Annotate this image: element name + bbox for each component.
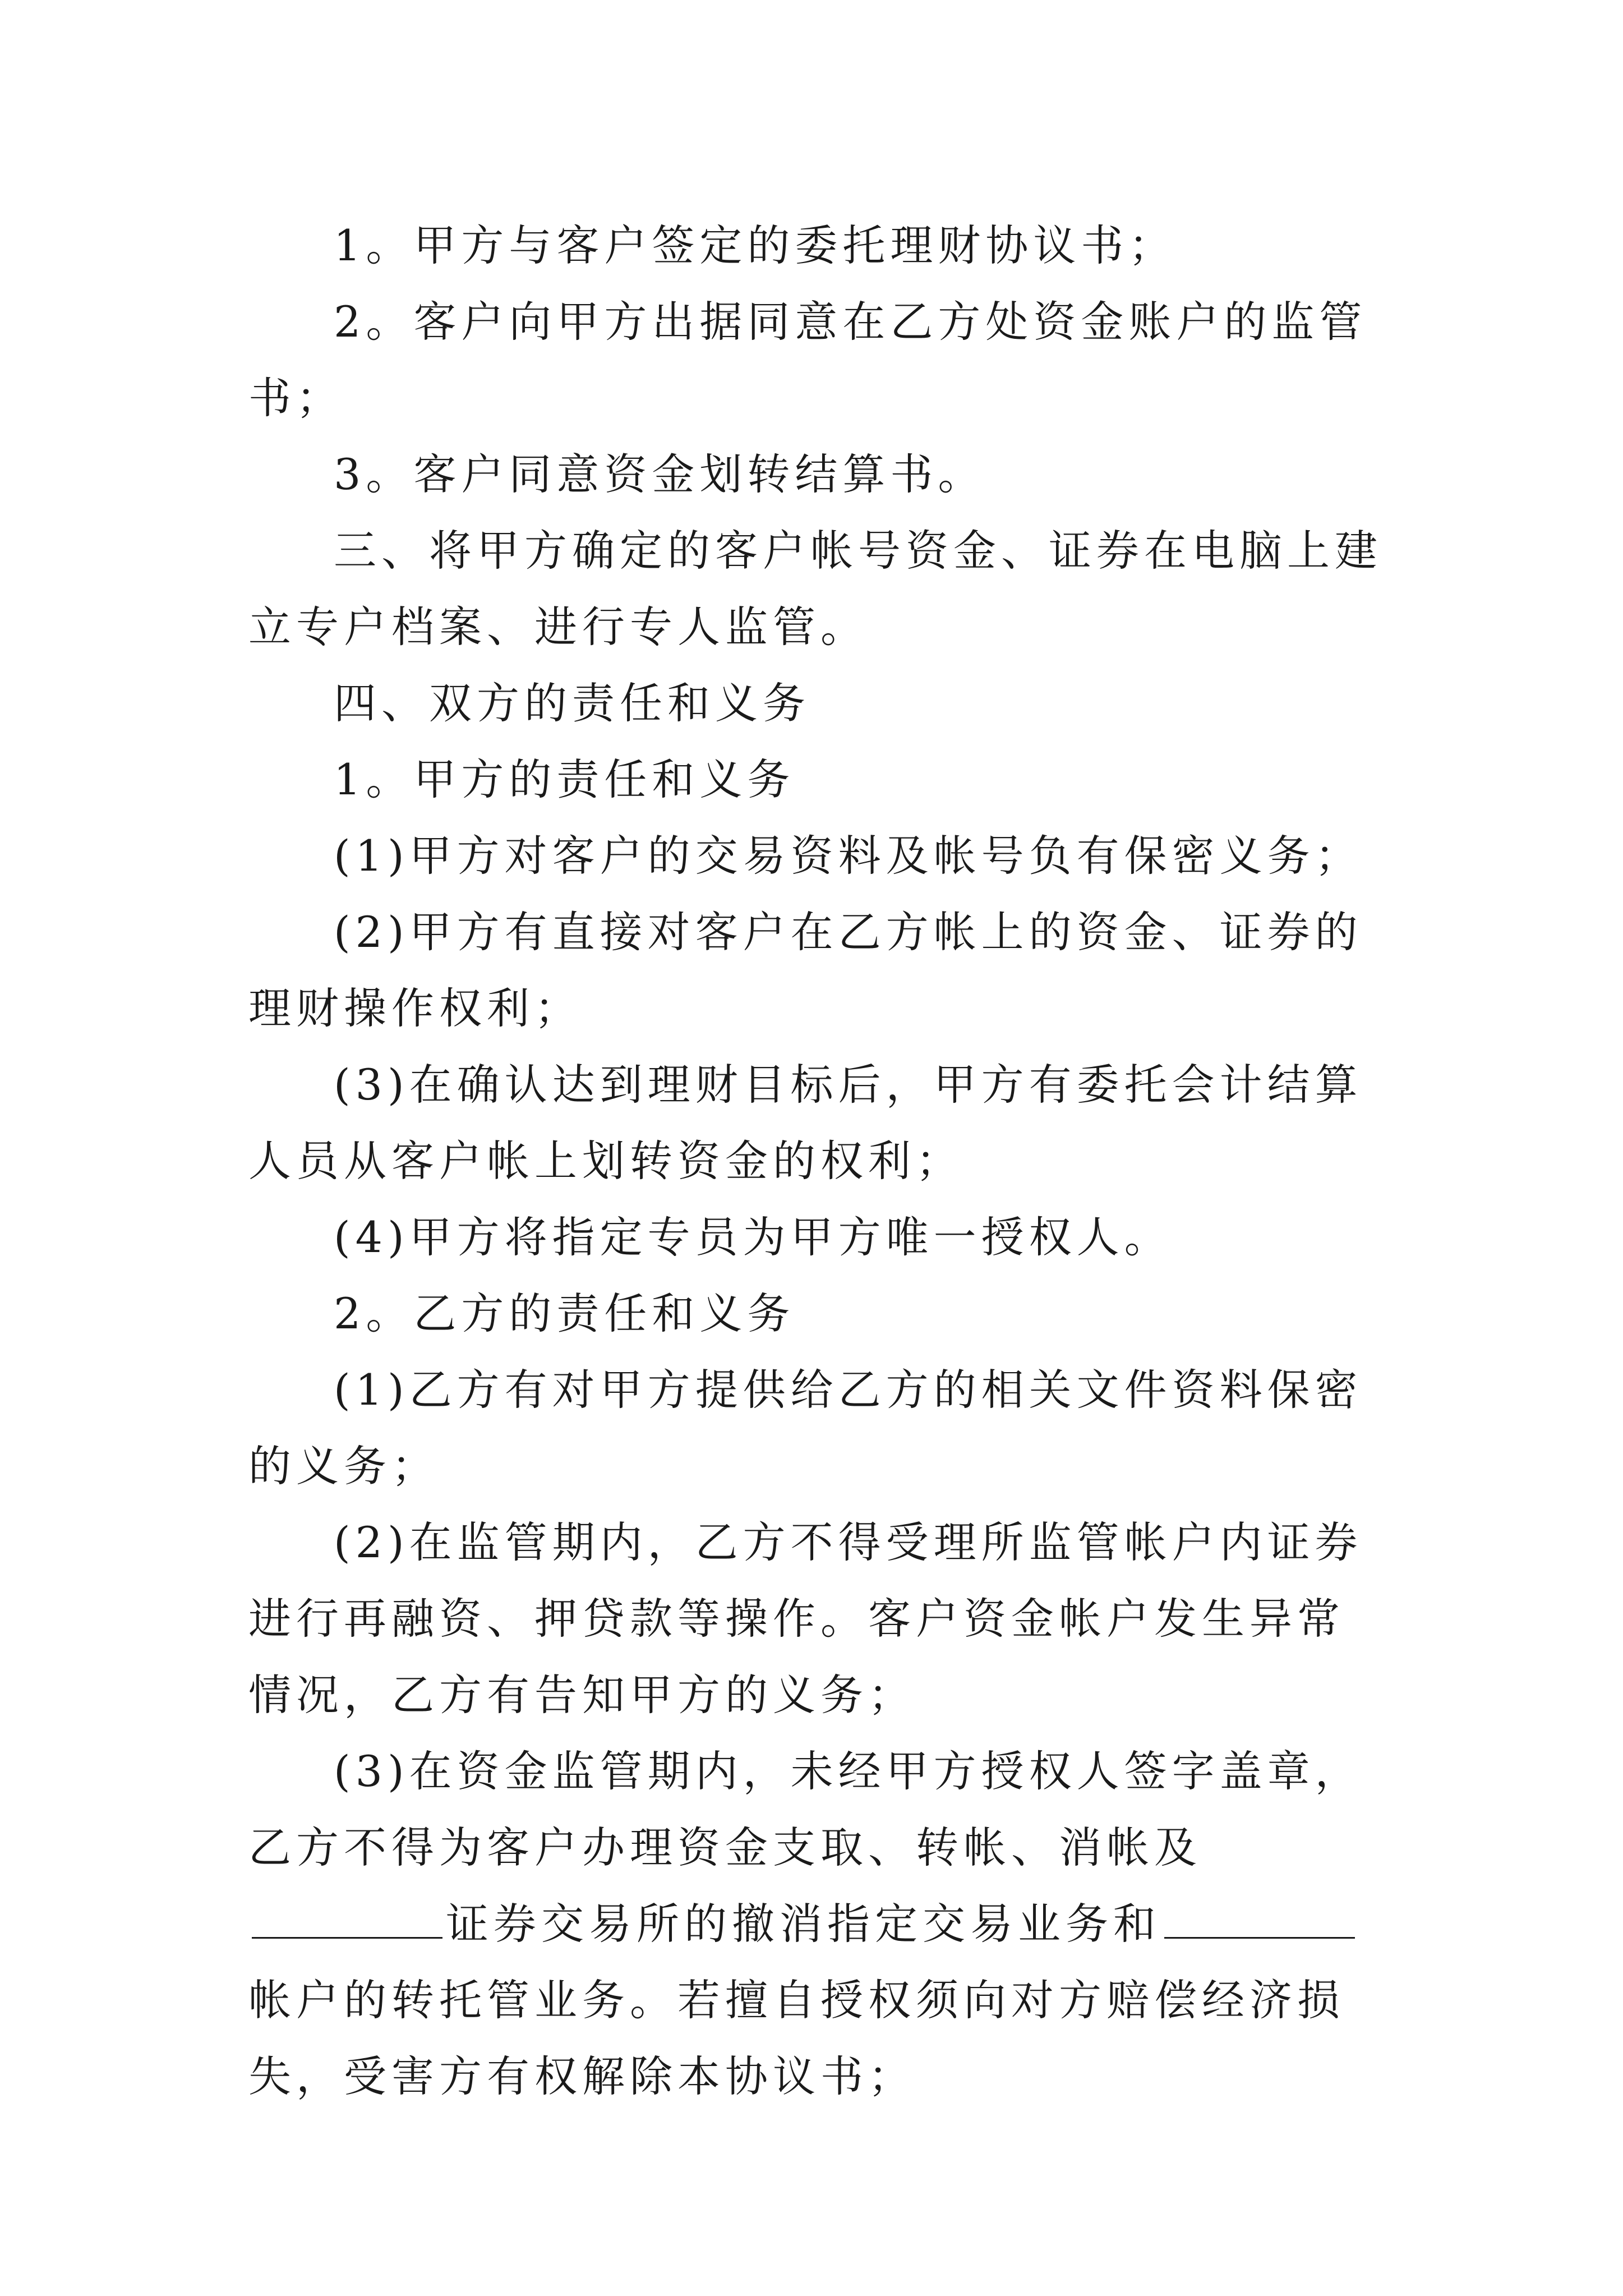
- paragraph-text: 3。客户同意资金划转结算书。: [334, 449, 986, 499]
- paragraph-4: [248, 513, 1387, 665]
- subsection-heading-1: [248, 742, 1387, 818]
- paragraph-14: [248, 1733, 1387, 2115]
- fill-in-blank-exchange: [252, 1903, 442, 1939]
- paragraph-text: 证券交易所的撤消指定交易业务和: [446, 1899, 1161, 1949]
- paragraph-2: [248, 284, 1387, 436]
- heading-text: 2。乙方的责任和义务: [334, 1289, 795, 1338]
- paragraph-text: (1)甲方对客户的交易资料及帐号负有保密义务；: [334, 831, 1363, 881]
- paragraph-3: [248, 436, 1387, 513]
- paragraph-8: [248, 894, 1387, 1047]
- section-heading-4: [248, 665, 1387, 742]
- paragraph-text: (3)在资金监管期内，未经甲方授权人签字盖章，乙方不得为客户办理资金支取、转帐、消帐及: [248, 1746, 1363, 1872]
- paragraph-10: [248, 1199, 1387, 1276]
- heading-text: 四、双方的责任和义务: [334, 678, 810, 728]
- subsection-heading-2: [248, 1276, 1387, 1352]
- paragraph-text: (2)甲方有直接对客户在乙方帐上的资金、证券的理财操作权利；: [248, 907, 1363, 1033]
- fill-in-blank-account: [1164, 1903, 1355, 1939]
- paragraph-12: [248, 1352, 1387, 1504]
- paragraph-text: 2。客户向甲方出据同意在乙方处资金账户的监管书；: [248, 297, 1367, 423]
- paragraph-text: 1。甲方与客户签定的委托理财协议书；: [334, 220, 1177, 270]
- paragraph-text: (2)在监管期内，乙方不得受理所监管帐户内证券进行再融资、押贷款等操作。客户资金帐户发生异常情况，乙方有告知甲方的义务；: [248, 1517, 1363, 1720]
- paragraph-1: [248, 208, 1387, 284]
- paragraph-13: [248, 1504, 1387, 1733]
- paragraph-text: 帐户的转托管业务。若擅自授权须向对方赔偿经济损失，受害方有权解除本协议书；: [248, 1975, 1345, 2101]
- document-body: [248, 208, 1387, 2115]
- paragraph-text: (4)甲方将指定专员为甲方唯一授权人。: [334, 1212, 1172, 1262]
- paragraph-text: (3)在确认达到理财目标后，甲方有委托会计结算人员从客户帐上划转资金的权利；: [248, 1060, 1363, 1186]
- paragraph-7: [248, 818, 1387, 894]
- paragraph-text: (1)乙方有对甲方提供给乙方的相关文件资料保密的义务；: [248, 1365, 1363, 1491]
- paragraph-text: 三、将甲方确定的客户帐号资金、证券在电脑上建立专户档案、进行专人监管。: [248, 526, 1382, 652]
- heading-text: 1。甲方的责任和义务: [334, 754, 795, 804]
- paragraph-9: [248, 1047, 1387, 1199]
